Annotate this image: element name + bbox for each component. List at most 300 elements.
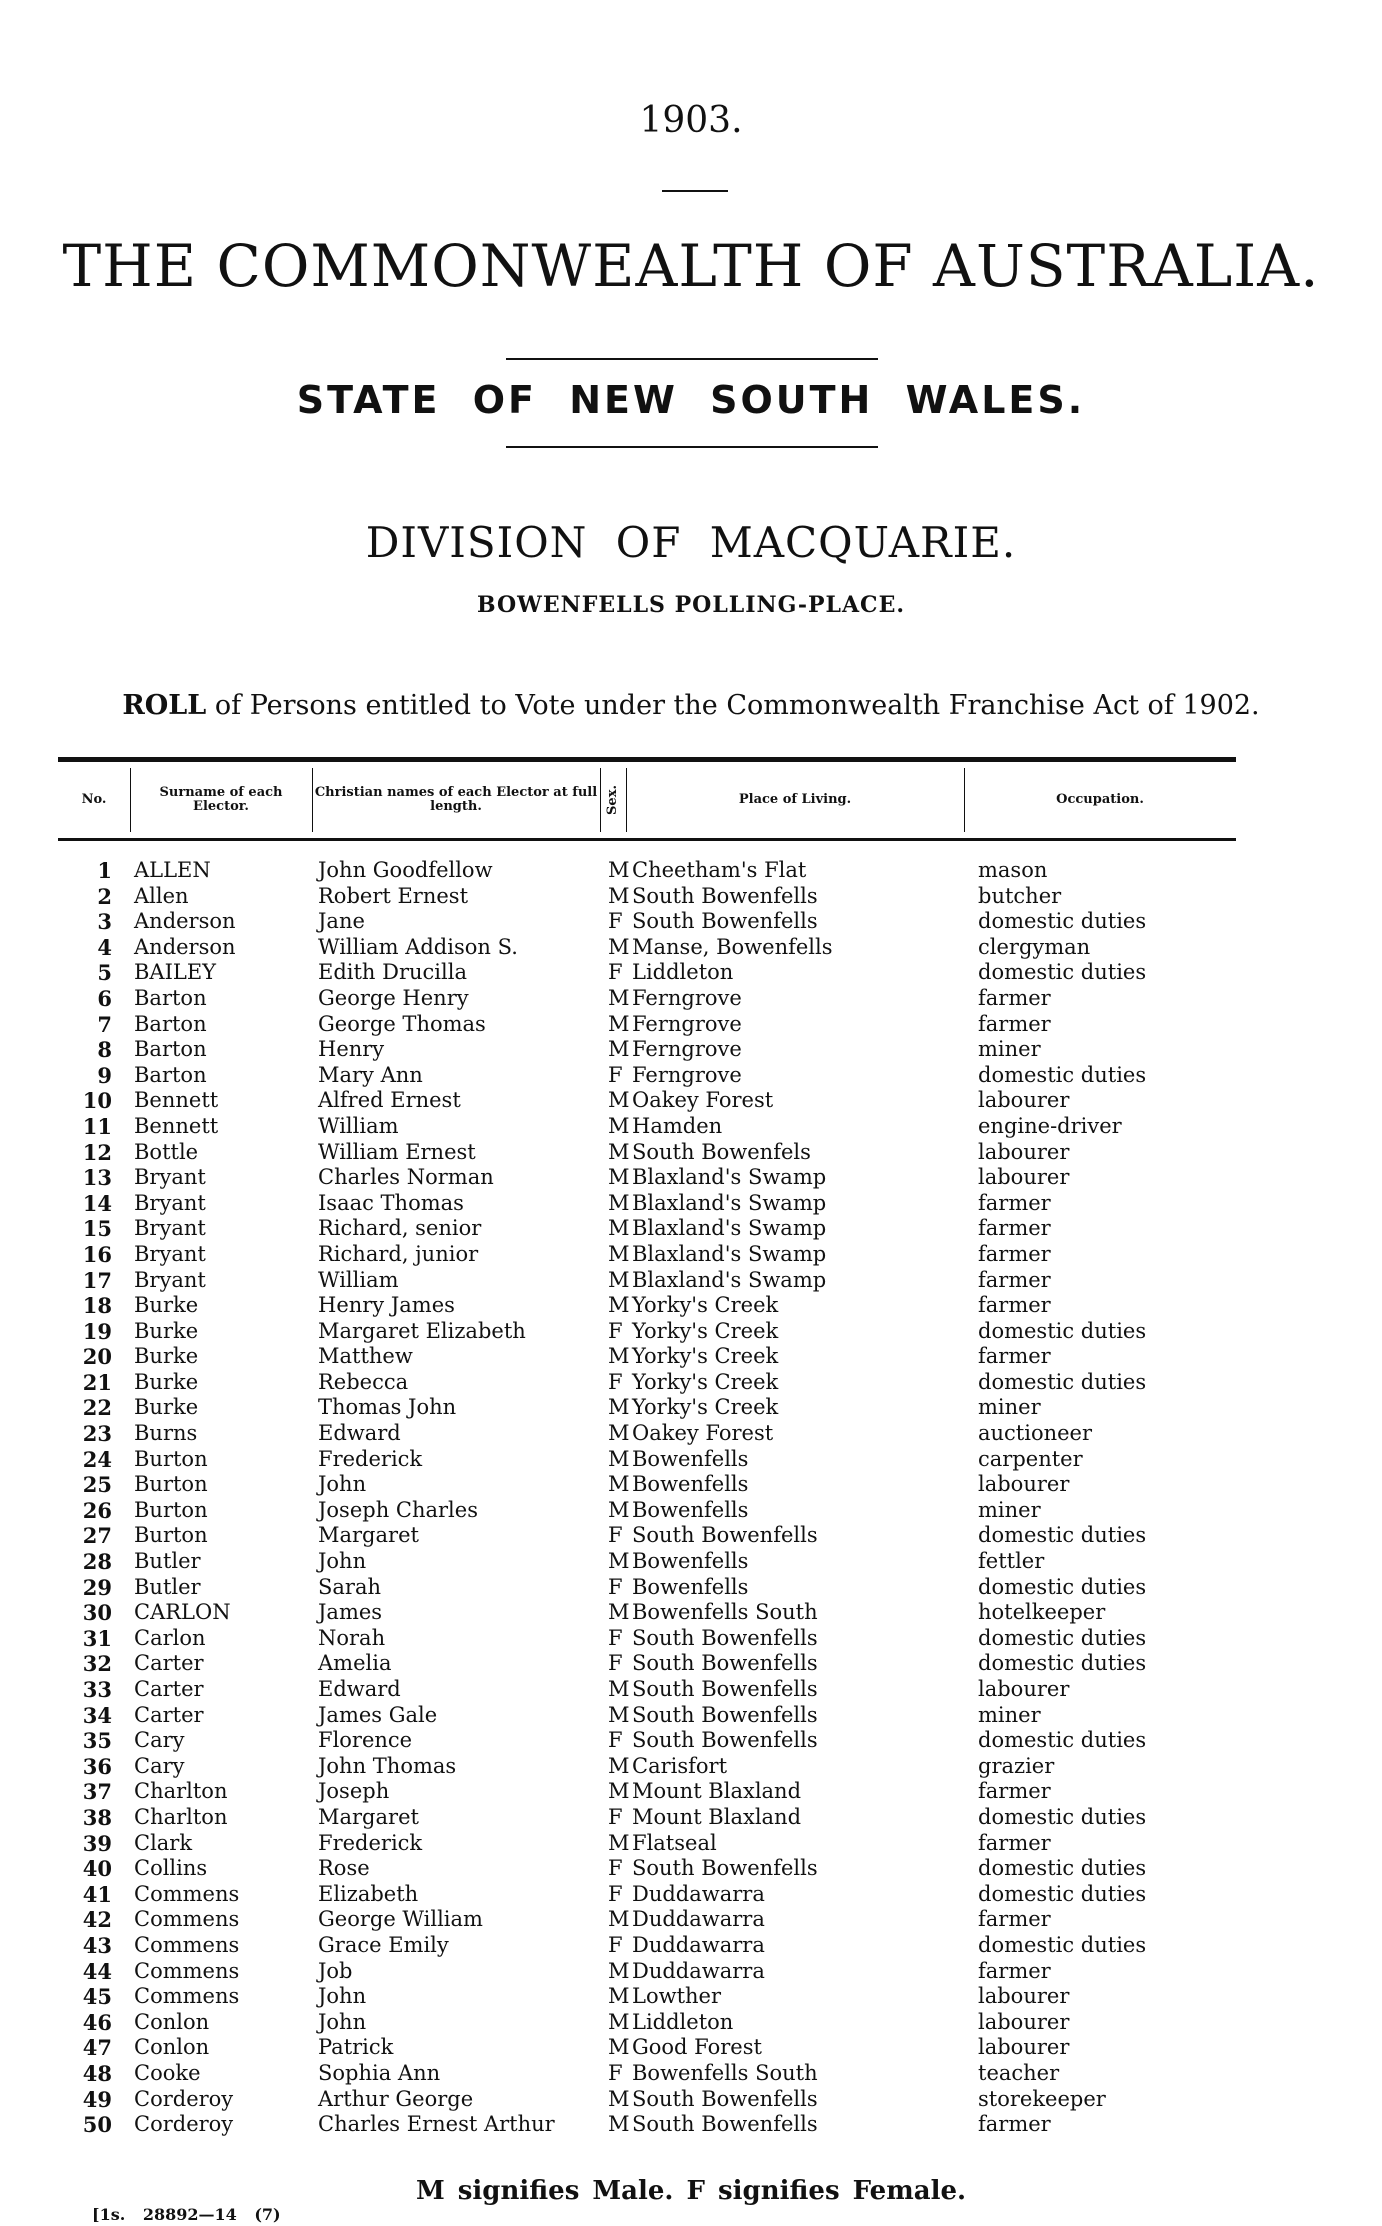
elector-place-of-living: Carisfort — [632, 1753, 728, 1778]
elector-surname: Conlon — [134, 2009, 210, 2034]
elector-occupation: storekeeper — [978, 2086, 1106, 2111]
column-header-no: No. — [81, 792, 107, 807]
elector-christian-names: Amelia — [318, 1651, 392, 1676]
elector-occupation: labourer — [978, 1677, 1070, 1701]
elector-sex: M — [608, 858, 630, 882]
elector-place-of-living: Hamden — [632, 1113, 723, 1138]
elector-place-of-living: Flatseal — [632, 1830, 717, 1855]
elector-surname: Collins — [134, 1856, 208, 1881]
elector-sex: F — [608, 1651, 623, 1676]
elector-christian-names: George Thomas — [318, 1011, 486, 1036]
rule-short — [662, 190, 728, 192]
elector-number: 25 — [82, 1472, 112, 1498]
elector-surname: Burke — [134, 1344, 199, 1369]
elector-sex: F — [608, 1062, 623, 1087]
elector-occupation: domestic duties — [978, 1651, 1147, 1676]
elector-occupation: miner — [978, 1497, 1041, 1522]
elector-occupation: farmer — [978, 1190, 1051, 1215]
rule-lower — [506, 446, 878, 448]
elector-occupation: domestic duties — [978, 960, 1147, 985]
column-header-sex-label: Sex. — [605, 785, 620, 815]
elector-row — [0, 986, 1382, 1012]
elector-number: 36 — [82, 1753, 112, 1779]
elector-christian-names: Arthur George — [318, 2086, 474, 2111]
elector-place-of-living: Duddawarra — [632, 1958, 765, 1983]
elector-christian-names: Richard, junior — [318, 1241, 479, 1266]
elector-row — [0, 1140, 1382, 1166]
elector-place-of-living: Lowther — [632, 1984, 721, 2009]
column-header-sex — [600, 762, 626, 838]
elector-sex: F — [608, 1318, 623, 1343]
roll-heading-rest: of Persons entitled to Vote under the Commonwealth Franchise Act of 1902. — [206, 690, 1260, 721]
elector-number: 10 — [82, 1088, 112, 1114]
printer-imprint: [1s. 28892—14 (7) — [92, 2205, 281, 2224]
elector-christian-names: Elizabeth — [318, 1881, 419, 1906]
elector-number: 42 — [82, 1907, 112, 1933]
elector-surname: Cooke — [134, 2060, 201, 2085]
elector-occupation: domestic duties — [978, 1932, 1147, 1957]
elector-christian-names: Florence — [318, 1728, 413, 1753]
elector-number: 35 — [82, 1728, 112, 1754]
elector-row — [0, 2112, 1382, 2138]
elector-sex: M — [608, 1241, 630, 1266]
elector-place-of-living: Oakey Forest — [632, 1088, 774, 1113]
elector-place-of-living: Yorky's Creek — [632, 1369, 779, 1394]
legend: M signifies Male. F signifies Female. — [415, 2176, 967, 2206]
table-header — [58, 757, 1236, 841]
elector-sex: M — [608, 1753, 630, 1778]
division-heading: DIVISION OF MACQUARIE. — [365, 518, 1017, 567]
elector-number: 4 — [97, 934, 112, 960]
elector-surname: Butler — [134, 1549, 201, 1574]
elector-number: 17 — [82, 1267, 112, 1293]
elector-sex: M — [608, 883, 630, 908]
elector-sex: M — [608, 1446, 630, 1471]
elector-christian-names: Thomas John — [318, 1395, 457, 1420]
elector-occupation: domestic duties — [978, 1856, 1147, 1881]
elector-row — [0, 1933, 1382, 1959]
column-header-occupation: Occupation. — [1056, 792, 1144, 807]
elector-row — [0, 909, 1382, 935]
elector-sex: M — [608, 1497, 630, 1522]
elector-row — [0, 935, 1382, 961]
elector-sex: M — [608, 1216, 630, 1241]
elector-number: 7 — [97, 1011, 112, 1037]
elector-number: 21 — [82, 1369, 112, 1395]
elector-sex: M — [608, 1958, 630, 1983]
elector-sex: F — [608, 1523, 623, 1548]
elector-row — [0, 1677, 1382, 1703]
elector-place-of-living: Ferngrove — [632, 1062, 742, 1087]
elector-number: 9 — [97, 1062, 112, 1088]
elector-place-of-living: Duddawarra — [632, 1932, 765, 1957]
elector-surname: Bryant — [134, 1267, 206, 1292]
elector-christian-names: Frederick — [318, 1830, 423, 1855]
elector-number: 11 — [82, 1113, 112, 1139]
elector-number: 14 — [82, 1190, 112, 1216]
elector-place-of-living: South Bowenfells — [632, 1625, 818, 1650]
elector-sex: M — [608, 1830, 630, 1855]
elector-sex: M — [608, 1472, 630, 1497]
elector-surname: ALLEN — [134, 858, 211, 882]
elector-number: 27 — [82, 1523, 112, 1549]
elector-christian-names: Matthew — [318, 1344, 413, 1369]
elector-sex: M — [608, 1293, 630, 1318]
elector-christian-names: Grace Emily — [318, 1932, 449, 1957]
elector-surname: Charlton — [134, 1804, 228, 1829]
elector-surname: BAILEY — [134, 960, 217, 985]
elector-place-of-living: South Bowenfells — [632, 1651, 818, 1676]
elector-place-of-living: South Bowenfells — [632, 909, 818, 934]
elector-surname: Burke — [134, 1293, 199, 1318]
elector-row — [0, 1754, 1382, 1780]
roll-heading — [0, 690, 1382, 721]
elector-number: 43 — [82, 1932, 112, 1958]
elector-row — [0, 1063, 1382, 1089]
elector-place-of-living: South Bowenfells — [632, 1856, 818, 1881]
elector-row — [0, 1293, 1382, 1319]
elector-occupation: domestic duties — [978, 1728, 1147, 1753]
elector-number: 16 — [82, 1241, 112, 1267]
elector-number: 26 — [82, 1497, 112, 1523]
elector-place-of-living: Ferngrove — [632, 985, 742, 1010]
elector-number: 39 — [82, 1830, 112, 1856]
elector-sex: M — [608, 2086, 630, 2111]
elector-occupation: farmer — [978, 1011, 1051, 1036]
elector-christian-names: Robert Ernest — [318, 883, 469, 908]
elector-occupation: engine-driver — [978, 1113, 1122, 1138]
elector-occupation: farmer — [978, 1267, 1051, 1292]
elector-surname: Cary — [134, 1753, 185, 1778]
elector-sex: M — [608, 1165, 630, 1190]
elector-christian-names: Joseph — [318, 1779, 390, 1804]
elector-surname: Commens — [134, 1984, 240, 2009]
elector-place-of-living: South Bowenfells — [632, 1677, 818, 1701]
elector-occupation: labourer — [978, 1984, 1070, 2009]
elector-row — [0, 2010, 1382, 2036]
elector-christian-names: Norah — [318, 1625, 386, 1650]
elector-christian-names: Margaret — [318, 1523, 419, 1548]
elector-row — [0, 1319, 1382, 1345]
elector-christian-names: Charles Norman — [318, 1165, 494, 1190]
elector-place-of-living: Ferngrove — [632, 1037, 742, 1062]
elector-row — [0, 858, 1382, 884]
polling-place-heading: BOWENFELLS POLLING-PLACE. — [476, 592, 905, 618]
elector-surname: Bennett — [134, 1088, 219, 1113]
elector-christian-names: Frederick — [318, 1446, 423, 1471]
elector-sex: F — [608, 909, 623, 934]
elector-sex: F — [608, 2060, 623, 2085]
elector-sex: M — [608, 1011, 630, 1036]
elector-surname: Cary — [134, 1728, 185, 1753]
elector-surname: Carter — [134, 1651, 204, 1676]
elector-number: 20 — [82, 1344, 112, 1370]
elector-sex: F — [608, 1932, 623, 1957]
elector-christian-names: Isaac Thomas — [318, 1190, 464, 1215]
elector-surname: Burton — [134, 1472, 208, 1497]
elector-place-of-living: South Bowenfells — [632, 1702, 818, 1727]
elector-christian-names: James Gale — [318, 1702, 438, 1727]
elector-place-of-living: Ferngrove — [632, 1011, 742, 1036]
elector-christian-names: William — [318, 1113, 399, 1138]
elector-row — [0, 1779, 1382, 1805]
elector-sex: M — [608, 1677, 630, 1701]
elector-row — [0, 1703, 1382, 1729]
elector-christian-names: Henry — [318, 1037, 385, 1062]
elector-sex: F — [608, 1625, 623, 1650]
elector-occupation: fettler — [978, 1549, 1045, 1574]
elector-surname: Anderson — [134, 934, 236, 959]
elector-occupation: butcher — [978, 883, 1062, 908]
elector-sex: F — [608, 960, 623, 985]
elector-surname: Carlon — [134, 1625, 206, 1650]
elector-number: 37 — [82, 1779, 112, 1805]
elector-surname: Barton — [134, 985, 207, 1010]
elector-occupation: farmer — [978, 1241, 1051, 1266]
elector-occupation: domestic duties — [978, 1574, 1147, 1599]
elector-place-of-living: Blaxland's Swamp — [632, 1216, 827, 1241]
elector-occupation: clergyman — [978, 934, 1091, 959]
elector-number: 50 — [82, 2112, 112, 2138]
elector-surname: Corderoy — [134, 2086, 234, 2111]
elector-christian-names: John — [318, 2009, 367, 2034]
elector-surname: Burke — [134, 1395, 199, 1420]
elector-sex: M — [608, 2112, 630, 2137]
elector-number: 8 — [97, 1037, 112, 1063]
elector-surname: Burke — [134, 1318, 199, 1343]
column-header-christian-names: Christian names of each Elector at full length. — [314, 785, 598, 814]
elector-row — [0, 960, 1382, 986]
elector-sex: M — [608, 1344, 630, 1369]
elector-row — [0, 1984, 1382, 2010]
elector-row — [0, 1728, 1382, 1754]
elector-sex: F — [608, 1574, 623, 1599]
elector-sex: M — [608, 2009, 630, 2034]
elector-occupation: farmer — [978, 1958, 1051, 1983]
elector-sex: F — [608, 1369, 623, 1394]
elector-number: 23 — [82, 1421, 112, 1447]
elector-row — [0, 2087, 1382, 2113]
elector-row — [0, 1959, 1382, 1985]
elector-sex: M — [608, 1267, 630, 1292]
elector-number: 40 — [82, 1856, 112, 1882]
elector-occupation: mason — [978, 858, 1048, 882]
elector-occupation: hotelkeeper — [978, 1600, 1106, 1625]
elector-occupation: carpenter — [978, 1446, 1083, 1471]
elector-occupation: labourer — [978, 1139, 1070, 1164]
elector-christian-names: Edward — [318, 1421, 401, 1446]
elector-row — [0, 1395, 1382, 1421]
elector-occupation: domestic duties — [978, 1523, 1147, 1548]
elector-christian-names: Henry James — [318, 1293, 455, 1318]
elector-occupation: farmer — [978, 1907, 1051, 1932]
elector-number: 46 — [82, 2009, 112, 2035]
elector-surname: Charlton — [134, 1779, 228, 1804]
elector-surname: Carter — [134, 1677, 204, 1701]
elector-occupation: farmer — [978, 2112, 1051, 2137]
elector-sex: M — [608, 1702, 630, 1727]
elector-number: 49 — [82, 2086, 112, 2112]
year: 1903. — [639, 100, 743, 141]
elector-surname: Barton — [134, 1011, 207, 1036]
elector-number: 3 — [97, 909, 112, 935]
elector-row — [0, 2035, 1382, 2061]
elector-place-of-living: South Bowenfells — [632, 1523, 818, 1548]
elector-sex: M — [608, 1037, 630, 1062]
elector-place-of-living: South Bowenfels — [632, 1139, 811, 1164]
elector-sex: F — [608, 1856, 623, 1881]
elector-sex: M — [608, 1421, 630, 1446]
elector-place-of-living: Duddawarra — [632, 1881, 765, 1906]
elector-place-of-living: Yorky's Creek — [632, 1395, 779, 1420]
elector-christian-names: Jane — [318, 909, 365, 934]
elector-sex: M — [608, 934, 630, 959]
elector-surname: Conlon — [134, 2035, 210, 2060]
elector-row — [0, 1626, 1382, 1652]
elector-sex: M — [608, 1139, 630, 1164]
elector-place-of-living: Manse, Bowenfells — [632, 934, 833, 959]
elector-christian-names: Rose — [318, 1856, 370, 1881]
elector-place-of-living: South Bowenfells — [632, 2086, 818, 2111]
elector-sex: M — [608, 1190, 630, 1215]
elector-surname: Allen — [134, 883, 189, 908]
elector-surname: Commens — [134, 1881, 240, 1906]
elector-occupation: miner — [978, 1037, 1041, 1062]
elector-christian-names: John Thomas — [318, 1753, 457, 1778]
elector-number: 47 — [82, 2035, 112, 2061]
elector-row — [0, 1268, 1382, 1294]
elector-row — [0, 1907, 1382, 1933]
elector-row — [0, 1447, 1382, 1473]
elector-surname: Bryant — [134, 1241, 206, 1266]
roll-heading-lead: ROLL — [122, 690, 207, 721]
elector-number: 48 — [82, 2060, 112, 2086]
elector-row — [0, 1805, 1382, 1831]
elector-occupation: teacher — [978, 2060, 1060, 2085]
elector-surname: Burns — [134, 1421, 198, 1446]
elector-surname: Bryant — [134, 1165, 206, 1190]
elector-sex: F — [608, 1881, 623, 1906]
elector-place-of-living: Yorky's Creek — [632, 1293, 779, 1318]
elector-place-of-living: Liddleton — [632, 2009, 734, 2034]
elector-place-of-living: South Bowenfells — [632, 1728, 818, 1753]
elector-place-of-living: Bowenfells — [632, 1549, 749, 1574]
elector-christian-names: William Ernest — [318, 1139, 476, 1164]
elector-christian-names: Margaret — [318, 1804, 419, 1829]
elector-place-of-living: Duddawarra — [632, 1907, 765, 1932]
elector-surname: Burton — [134, 1523, 208, 1548]
elector-row — [0, 1549, 1382, 1575]
elector-surname: Commens — [134, 1958, 240, 1983]
elector-row — [0, 1498, 1382, 1524]
elector-christian-names: William — [318, 1267, 399, 1292]
elector-occupation: labourer — [978, 1472, 1070, 1497]
elector-row — [0, 1831, 1382, 1857]
elector-number: 29 — [82, 1574, 112, 1600]
elector-number: 2 — [97, 883, 112, 909]
elector-number: 30 — [82, 1600, 112, 1626]
elector-christian-names: Sophia Ann — [318, 2060, 441, 2085]
elector-row — [0, 1242, 1382, 1268]
elector-christian-names: Patrick — [318, 2035, 394, 2060]
elector-surname: Butler — [134, 1574, 201, 1599]
elector-row — [0, 1344, 1382, 1370]
elector-sex: M — [608, 2035, 630, 2060]
elector-row — [0, 1600, 1382, 1626]
elector-place-of-living: South Bowenfells — [632, 883, 818, 908]
elector-occupation: labourer — [978, 2035, 1070, 2060]
elector-christian-names: Job — [318, 1958, 353, 1983]
elector-sex: M — [608, 985, 630, 1010]
column-header-surname: Surname of each Elector. — [159, 785, 283, 814]
elector-surname: Burton — [134, 1497, 208, 1522]
elector-occupation: domestic duties — [978, 1625, 1147, 1650]
elector-christian-names: George William — [318, 1907, 483, 1932]
elector-christian-names: Alfred Ernest — [318, 1088, 461, 1113]
elector-place-of-living: Blaxland's Swamp — [632, 1165, 827, 1190]
elector-row — [0, 1088, 1382, 1114]
elector-row — [0, 1472, 1382, 1498]
elector-surname: Anderson — [134, 909, 236, 934]
elector-row — [0, 1575, 1382, 1601]
elector-occupation: domestic duties — [978, 1881, 1147, 1906]
elector-christian-names: Edith Drucilla — [318, 960, 467, 985]
elector-occupation: farmer — [978, 1830, 1051, 1855]
elector-place-of-living: Bowenfells — [632, 1497, 749, 1522]
elector-christian-names: John — [318, 1472, 367, 1497]
elector-place-of-living: Cheetham's Flat — [632, 858, 807, 882]
elector-occupation: domestic duties — [978, 1062, 1147, 1087]
elector-sex: M — [608, 1600, 630, 1625]
elector-sex: M — [608, 1088, 630, 1113]
elector-surname: Carter — [134, 1702, 204, 1727]
elector-christian-names: Rebecca — [318, 1369, 409, 1394]
rule-upper — [506, 358, 878, 360]
elector-number: 18 — [82, 1293, 112, 1319]
elector-occupation: miner — [978, 1395, 1041, 1420]
elector-number: 22 — [82, 1395, 112, 1421]
elector-number: 38 — [82, 1804, 112, 1830]
elector-place-of-living: Blaxland's Swamp — [632, 1241, 827, 1266]
elector-place-of-living: Bowenfells South — [632, 1600, 818, 1625]
elector-place-of-living: Bowenfells — [632, 1446, 749, 1471]
elector-row — [0, 1882, 1382, 1908]
elector-place-of-living: Oakey Forest — [632, 1421, 774, 1446]
elector-place-of-living: Blaxland's Swamp — [632, 1190, 827, 1215]
elector-sex: F — [608, 1728, 623, 1753]
elector-christian-names: Joseph Charles — [318, 1497, 478, 1522]
elector-surname: Burton — [134, 1446, 208, 1471]
elector-christian-names: Mary Ann — [318, 1062, 423, 1087]
elector-christian-names: John — [318, 1984, 367, 2009]
elector-number: 45 — [82, 1984, 112, 2010]
elector-sex: M — [608, 1984, 630, 2009]
elector-number: 6 — [97, 985, 112, 1011]
elector-surname: Bottle — [134, 1139, 199, 1164]
elector-place-of-living: Mount Blaxland — [632, 1804, 802, 1829]
elector-surname: Bryant — [134, 1216, 206, 1241]
elector-occupation: labourer — [978, 2009, 1070, 2034]
elector-number: 41 — [82, 1881, 112, 1907]
column-header-place: Place of Living. — [738, 792, 852, 807]
elector-number: 1 — [97, 858, 112, 883]
elector-occupation: farmer — [978, 985, 1051, 1010]
elector-sex: M — [608, 1395, 630, 1420]
elector-number: 32 — [82, 1651, 112, 1677]
elector-row — [0, 1114, 1382, 1140]
elector-row — [0, 1651, 1382, 1677]
elector-surname: Clark — [134, 1830, 193, 1855]
